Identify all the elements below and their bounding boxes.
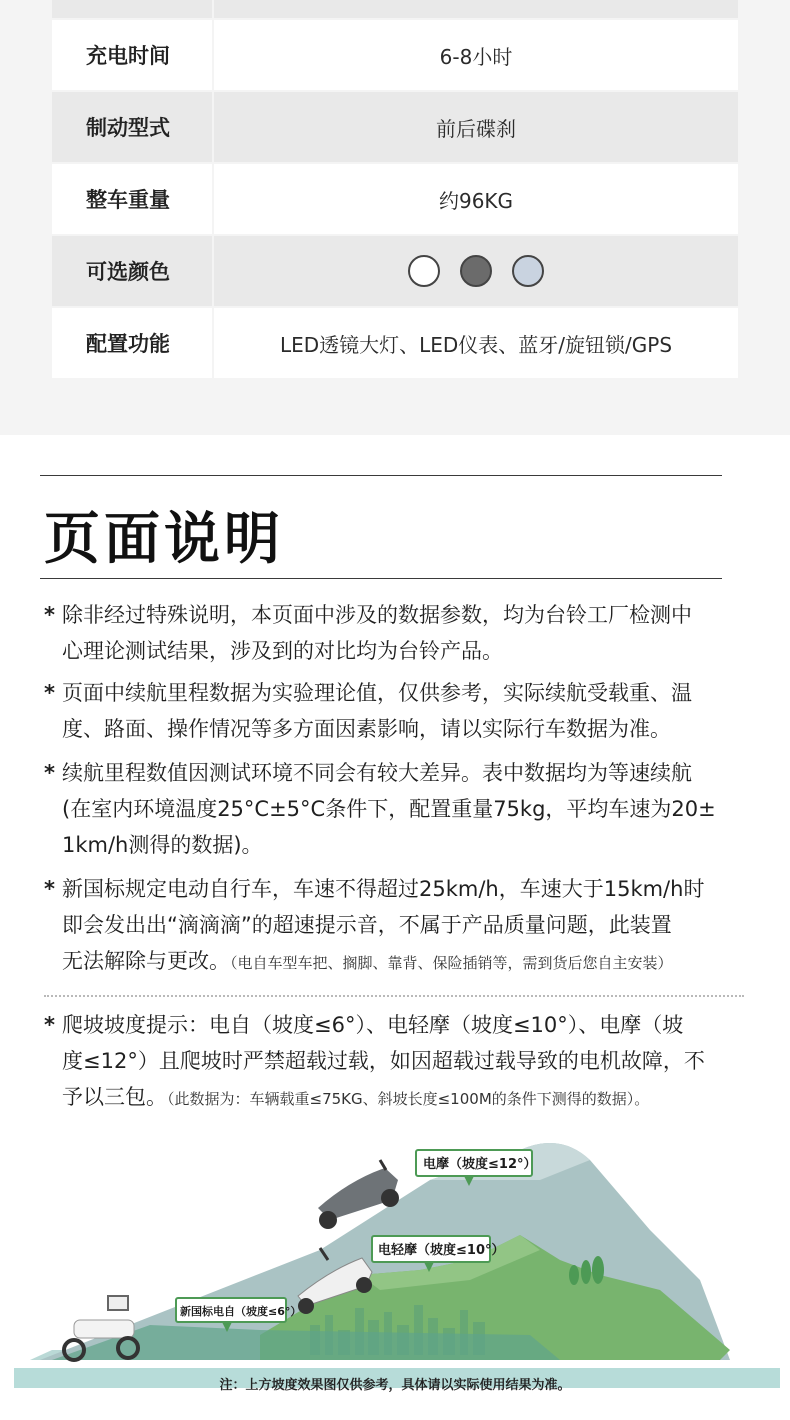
color-swatch-white[interactable]: [408, 255, 440, 287]
spec-value: LED透镜大灯、LED仪表、蓝牙/旋钮锁/GPS: [279, 332, 673, 357]
spec-value: 前后碟刹: [436, 116, 516, 141]
spec-value: 6-8小时: [439, 44, 513, 69]
note-line: 新国标规定电动自行车，车速不得超过25km/h，车速大于15km/h时: [62, 877, 705, 901]
bullet-star-icon: *: [44, 681, 55, 705]
spec-label: [52, 0, 212, 18]
spec-value: 约96KG: [438, 188, 514, 213]
note-item: [44, 871, 756, 981]
spec-section: [0, 0, 790, 435]
bullet-star-icon: *: [44, 761, 55, 785]
note-line: 爬坡坡度提示：电自（坡度≤6°）、电轻摩（坡度≤10°）、电摩（坡: [62, 1013, 684, 1037]
note-line: [44, 943, 756, 981]
color-swatch-grey[interactable]: [460, 255, 492, 287]
note-item: [44, 675, 756, 747]
note-line-main: 予以三包。: [62, 1085, 167, 1109]
divider: [40, 578, 722, 579]
spec-value: [214, 0, 738, 18]
spec-table: [52, 0, 738, 380]
divider: [40, 475, 722, 476]
note-item: [44, 1007, 756, 1117]
callout-label: 电摩（坡度≤12°）: [423, 1157, 537, 1172]
note-line: 除非经过特殊说明，本页面中涉及的数据参数，均为台铃工厂检测中: [62, 603, 692, 627]
note-line: 度≤12°）且爬坡时严禁超载过载，如因超载过载导致的电机故障，不: [62, 1049, 705, 1073]
illustration-footnote: 注：上方坡度效果图仅供参考，具体请以实际使用结果为准。: [219, 1378, 571, 1393]
note-line: 即会发出出“滴滴滴”的超速提示音，不属于产品质量问题，此装置: [62, 913, 672, 937]
spec-row-cut: [52, 0, 738, 18]
note-small-text: （电自车型车把、搁脚、靠背、保险插销等，需到货后您自主安装）: [230, 954, 673, 972]
note-line: 页面中续航里程数据为实验理论值，仅供参考，实际续航受载重、温: [62, 681, 692, 705]
bullet-star-icon: *: [44, 1013, 55, 1037]
callout-label: 电轻摩（坡度≤10°）: [378, 1243, 505, 1258]
spec-label: 制动型式: [86, 116, 170, 140]
spec-row-weight: [52, 164, 738, 234]
spec-label: 整车重量: [86, 188, 170, 212]
spec-label: 可选颜色: [86, 260, 170, 284]
spec-row-charge-time: [52, 20, 738, 90]
spec-row-features: [52, 308, 738, 378]
note-item: [44, 597, 756, 669]
color-swatches: [214, 236, 738, 306]
spec-label: 充电时间: [86, 44, 170, 68]
dotted-divider: [44, 995, 744, 997]
color-swatch-light-blue[interactable]: [512, 255, 544, 287]
spec-row-brake: [52, 92, 738, 162]
note-item: [44, 755, 756, 863]
note-line: (在室内环境温度25°C±5°C条件下，配置重量75kg，平均车速为20±: [62, 797, 716, 821]
note-line: 1km/h测得的数据)。: [62, 833, 263, 857]
note-line: 心理论测试结果，涉及到的对比均为台铃产品。: [62, 639, 503, 663]
page-title: 页面说明: [44, 507, 284, 572]
note-line: 度、路面、操作情况等多方面因素影响，请以实际行车数据为准。: [62, 717, 671, 741]
note-line: [44, 1079, 756, 1117]
spec-row-colors: [52, 236, 738, 306]
spec-label: 配置功能: [86, 332, 170, 356]
note-line-main: 无法解除与更改。: [62, 949, 230, 973]
note-line: 续航里程数值因测试环境不同会有较大差异。表中数据均为等速续航: [62, 761, 692, 785]
callout-label: 新国标电自（坡度≤6°）: [180, 1305, 302, 1318]
bullet-star-icon: *: [44, 877, 55, 901]
bullet-star-icon: *: [44, 603, 55, 627]
note-small-text: （此数据为：车辆载重≤75KG、斜坡长度≤100M的条件下测得的数据）。: [167, 1090, 650, 1108]
